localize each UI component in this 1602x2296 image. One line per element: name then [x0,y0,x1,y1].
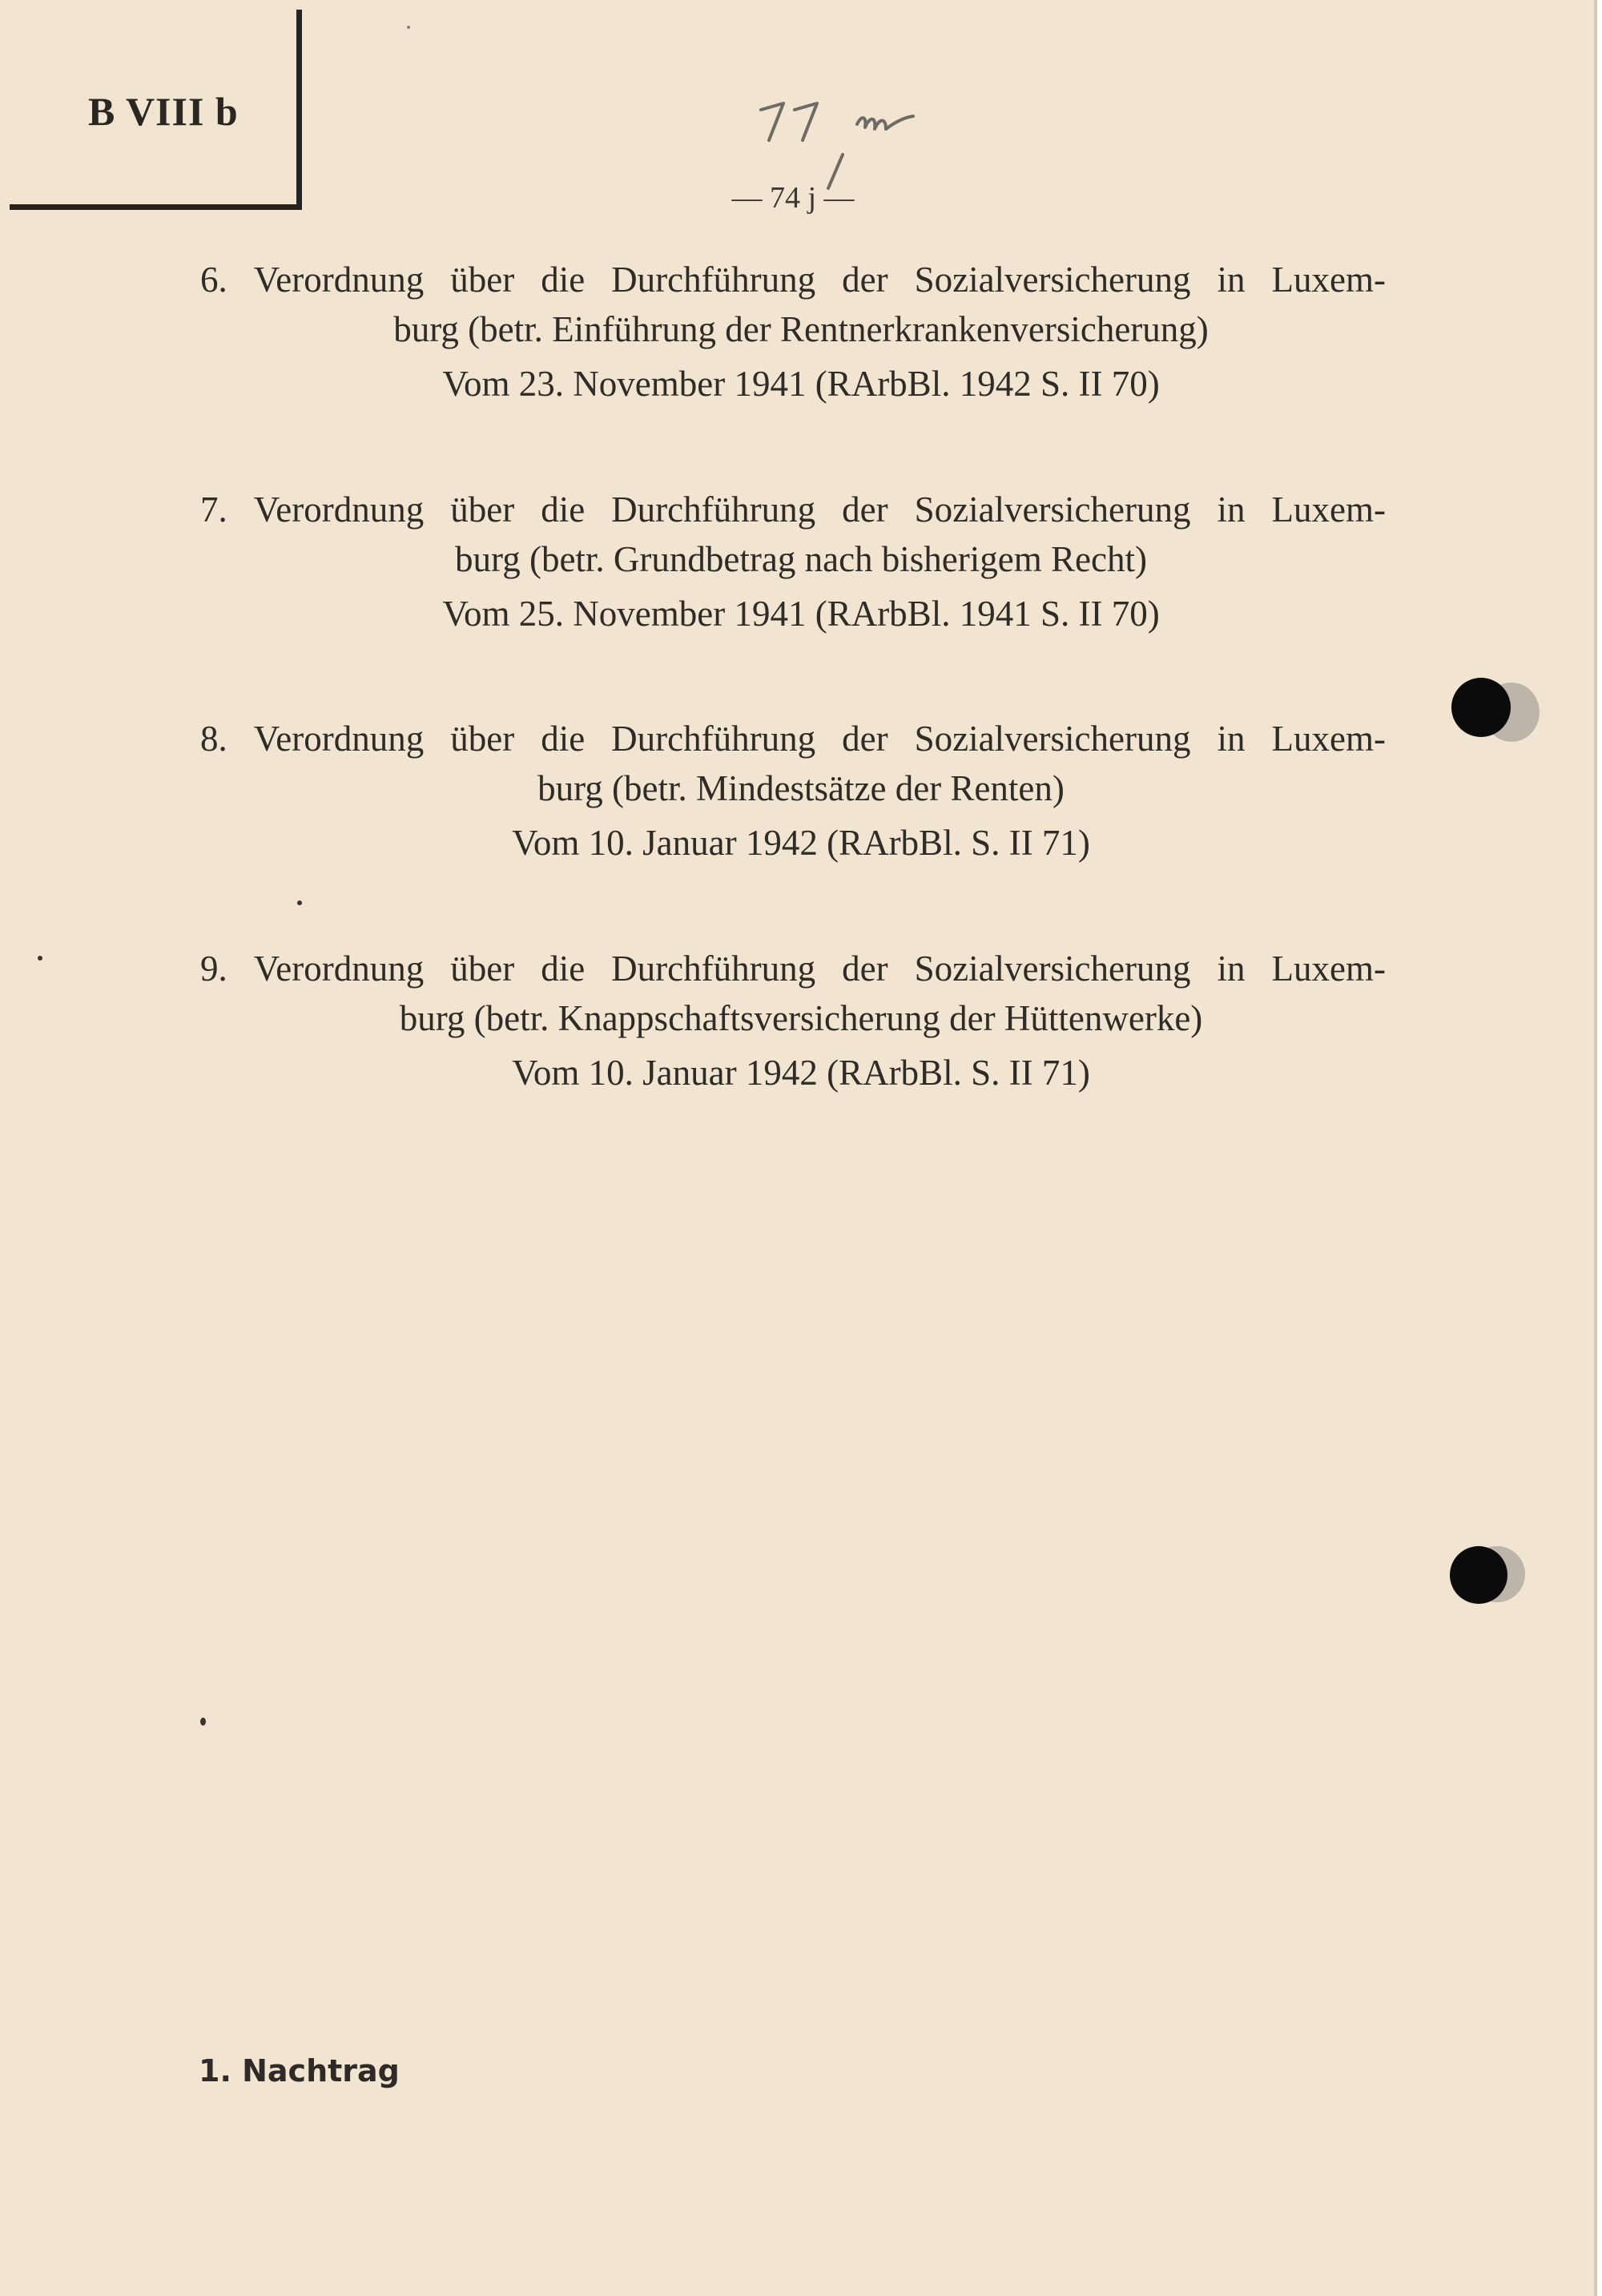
regulation-title-word: Luxem- [1271,260,1386,300]
regulation-title-word: in [1217,949,1246,989]
regulation-title-word: Sozialversicherung [914,260,1191,300]
regulation-title-word: der [842,949,888,989]
regulation-title-line [200,944,1386,993]
regulation-entry [200,255,1386,409]
regulation-number: 7. [200,489,227,530]
regulation-title-line [200,485,1386,534]
regulation-title-word: in [1217,489,1246,530]
regulation-title-word: über [450,489,515,530]
page-number: — 74 j — [731,181,855,215]
regulation-title-word: der [842,719,888,759]
regulation-entry [200,485,1386,638]
regulation-title-word: Sozialversicherung [914,949,1191,989]
regulation-title-word: Verordnung [253,949,425,989]
regulation-title-word: über [450,719,515,759]
regulation-entry [200,714,1386,868]
regulation-title-word: der [842,489,888,530]
regulation-date-citation: Vom 25. November 1941 (RArbBl. 1941 S. II 70) [442,594,1160,634]
regulation-date-citation: Vom 10. Januar 1942 (RArbBl. S. II 71) [512,823,1090,863]
regulation-title-word: Verordnung [253,719,425,759]
margin-label: B VIII b [88,89,239,134]
regulation-title-word: Durchführung [611,949,816,989]
regulation-subject: burg (betr. Mindestsätze der Renten) [537,768,1065,808]
regulation-title-word: über [450,949,515,989]
regulation-title-word: die [541,719,586,759]
regulation-title-word: die [541,489,586,530]
regulation-number: 9. [200,949,227,989]
regulation-title-word: in [1217,260,1246,300]
punch-hole-upper [1451,678,1511,737]
regulation-title-word: Luxem- [1271,489,1386,530]
paper-speck [38,956,42,961]
paper-speck [200,1718,206,1726]
regulation-entry [200,944,1386,1098]
regulation-date-citation: Vom 23. November 1941 (RArbBl. 1942 S. II 70) [442,364,1160,404]
regulation-title-word: die [541,949,586,989]
regulation-date-citation: Vom 10. Januar 1942 (RArbBl. S. II 71) [512,1053,1090,1093]
regulation-title-word: Luxem- [1271,949,1386,989]
regulation-title-word: Verordnung [253,260,425,300]
regulation-subject: burg (betr. Grundbetrag nach bisherigem Recht) [455,539,1147,579]
regulation-subject: burg (betr. Einführung der Rentnerkrankenversicherung) [393,309,1209,349]
regulation-number: 8. [200,719,227,759]
regulation-title-word: Verordnung [253,489,425,530]
regulation-title-word: über [450,260,515,300]
paper-speck [407,26,410,29]
regulation-title-word: der [842,260,888,300]
regulation-title-word: in [1217,719,1246,759]
regulation-subject: burg (betr. Knappschaftsversicherung der Hüttenwerke) [399,998,1203,1038]
regulation-title-word: Sozialversicherung [914,489,1191,530]
regulation-title-line [200,714,1386,763]
punch-hole-lower [1450,1546,1507,1604]
regulation-title-word: Sozialversicherung [914,719,1191,759]
regulation-title-word: Durchführung [611,719,816,759]
regulation-title-word: Durchführung [611,260,816,300]
supplement-footer: 1. Nachtrag [199,2053,400,2089]
regulation-number: 6. [200,260,227,300]
regulation-title-word: die [541,260,586,300]
regulation-title-word: Luxem- [1271,719,1386,759]
regulation-title-word: Durchführung [611,489,816,530]
paper-speck [297,900,302,905]
regulation-title-line [200,255,1386,304]
